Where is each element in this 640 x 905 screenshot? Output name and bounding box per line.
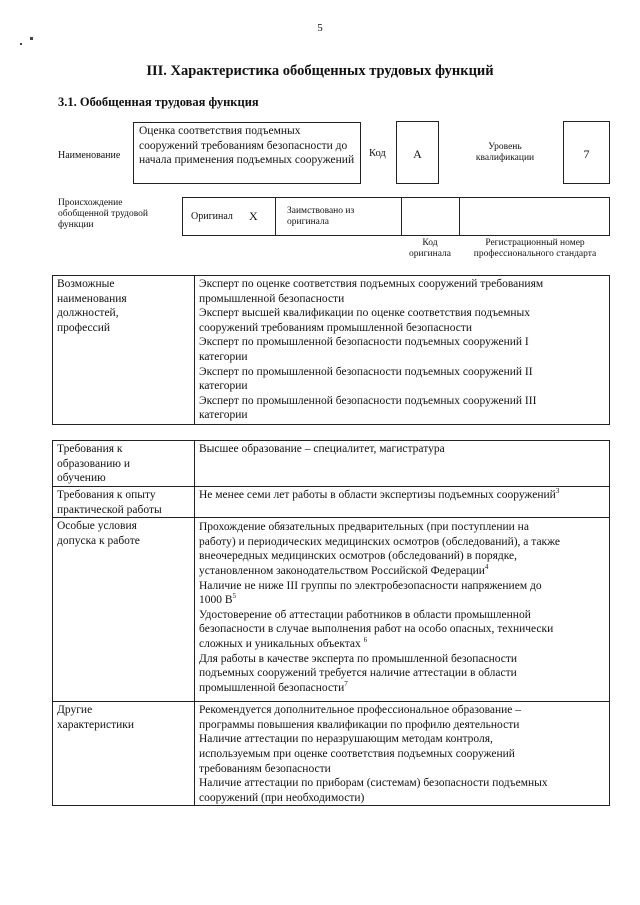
other-line: используемым при оценке соответствия подъемных сооружений (199, 747, 515, 760)
gtf-name-value: Оценка соответствия подъемных сооружений требованиям безопасности до начала применения подъемных сооружений (139, 125, 355, 166)
special-line (199, 564, 606, 579)
special-line-text: сложных и уникальных объектах (199, 637, 364, 650)
education-label-line: образованию и (57, 457, 130, 470)
position-line: Эксперт по промышленной безопасности подъемных сооружений II (199, 365, 533, 378)
gtf-name-box (133, 122, 361, 184)
special-line-text: Наличие не ниже III группы по электробезопасности напряжением до (199, 579, 542, 592)
origin-divider (401, 198, 402, 235)
origin-divider (275, 198, 276, 235)
footnote-ref: 3 (555, 487, 560, 496)
other-line: Наличие аттестации по неразрушающим методам контроля, (199, 733, 493, 746)
special-line-text: Для работы в качестве эксперта по промышленной безопасности (199, 652, 518, 665)
table-row (53, 487, 610, 518)
experience-value (195, 487, 610, 518)
positions-label-line: Возможные (57, 278, 115, 290)
positions-table (52, 275, 610, 425)
experience-label (53, 487, 195, 518)
reg-caption-line-1: Регистрационный номер (485, 238, 585, 248)
other-label (53, 702, 195, 806)
special-line (199, 637, 606, 652)
borrowed-label (287, 206, 354, 228)
table-row (53, 518, 610, 702)
reg-number-caption (460, 238, 610, 260)
special-line-text: работу) и периодических медицинских осмотров (обследований), а также (199, 535, 561, 548)
position-line: категории (199, 380, 248, 393)
origin-label-line-3: функции (58, 220, 94, 230)
other-line: программы повышения квалификации по профилю деятельности (199, 718, 520, 731)
borrowed-label-line-1: Заимствовано из (287, 206, 355, 216)
special-line (199, 681, 606, 696)
special-line (199, 666, 606, 681)
special-line-text: 1000 В (199, 594, 233, 607)
subsection-title: 3.1. Обобщенная трудовая функция (58, 95, 259, 109)
special-line (199, 549, 606, 564)
special-line (199, 622, 606, 637)
origin-label-line-1: Происхождение (58, 198, 123, 208)
position-line: Эксперт по промышленной безопасности подъемных сооружений I (199, 336, 529, 349)
origin-table (182, 197, 610, 236)
table-row (53, 441, 610, 487)
special-line-text: внеочередных медицинских осмотров (обследований) в порядке, (199, 550, 518, 563)
education-label (53, 441, 195, 487)
position-line: сооружений требованиям промышленной безопасности (199, 321, 473, 334)
special-line (199, 652, 606, 667)
scan-mark (30, 37, 33, 40)
positions-label-line: наименования (57, 292, 127, 305)
special-line-text: Удостоверение об аттестации работников в области промышленной (199, 608, 531, 621)
requirements-table (52, 440, 610, 806)
special-line (199, 520, 606, 535)
education-value (195, 441, 610, 487)
special-line (199, 579, 606, 594)
position-line: категории (199, 409, 248, 422)
special-line-text: промышленной безопасности (199, 681, 345, 694)
code-value: A (413, 147, 422, 161)
origin-divider (459, 198, 460, 235)
special-line-text: безопасности в случае выполнения работ на особо опасных, технически (199, 623, 554, 636)
positions-label (53, 276, 195, 425)
special-label-line: допуска к работе (57, 534, 140, 547)
code-label: Код (369, 148, 386, 159)
positions-label-line: профессий (57, 321, 111, 334)
special-line-text: Прохождение обязательных предварительных (при поступлении на (199, 521, 529, 534)
other-line: Рекомендуется дополнительное профессиональное образование – (199, 704, 522, 717)
special-line-text: установленном законодательством Российской Федерации (199, 564, 485, 577)
other-value (195, 702, 610, 806)
code-original-caption (400, 238, 460, 260)
special-label (53, 518, 195, 702)
experience-label-line: Требования к опыту (57, 489, 156, 501)
footnote-ref: 7 (344, 679, 348, 688)
footnote-ref: 6 (363, 636, 368, 645)
code-box (396, 121, 439, 184)
position-line: Эксперт по промышленной безопасности подъемных сооружений III (199, 394, 537, 407)
special-value (195, 518, 610, 702)
education-label-line: обучению (57, 472, 106, 485)
table-row (53, 276, 610, 425)
position-line: Эксперт высшей квалификации по оценке соответствия подъемных (199, 307, 531, 320)
other-line: Наличие аттестации по приборам (системам) безопасности подъемных (199, 777, 548, 790)
code-caption-line-1: Код (422, 238, 438, 248)
code-caption-line-2: оригинала (409, 249, 451, 259)
experience-label-line: практической работы (57, 503, 162, 516)
special-line (199, 535, 606, 550)
table-row (53, 702, 610, 806)
level-label (462, 142, 548, 164)
origin-label (58, 198, 148, 231)
special-label-line: Особые условия (57, 520, 137, 533)
scan-mark (20, 43, 22, 45)
position-line: Эксперт по оценке соответствия подъемных сооружений требованиям (199, 278, 544, 290)
origin-label-line-2: обобщенной трудовой (58, 209, 148, 219)
section-title: III. Характеристика обобщенных трудовых функций (146, 63, 494, 79)
footnote-ref: 4 (484, 563, 489, 572)
positions-value (195, 276, 610, 425)
original-mark: X (249, 209, 258, 223)
original-label: Оригинал (191, 211, 233, 222)
experience-text: Не менее семи лет работы в области экспертизы подъемных сооружений (199, 489, 556, 501)
other-line: требованиям безопасности (199, 762, 331, 775)
special-line (199, 593, 606, 608)
footnote-ref: 5 (232, 592, 237, 601)
name-label: Наименование (58, 150, 121, 161)
other-label-line: характеристики (57, 718, 135, 731)
page-number: 5 (317, 22, 323, 34)
positions-label-line: должностей, (57, 307, 119, 320)
other-label-line: Другие (57, 704, 93, 717)
education-label-line: Требования к (57, 443, 123, 455)
education-text: Высшее образование – специалитет, магистратура (199, 443, 445, 455)
special-line-text: подъемных сооружений требуется наличие аттестации в области (199, 667, 517, 680)
reg-caption-line-2: профессионального стандарта (473, 249, 597, 259)
borrowed-label-line-2: оригинала (287, 217, 329, 227)
level-value: 7 (583, 147, 590, 161)
other-line: сооружений (при необходимости) (199, 791, 365, 804)
position-line: промышленной безопасности (199, 292, 345, 305)
level-box (563, 121, 610, 184)
position-line: категории (199, 350, 248, 363)
level-label-line-2: квалификации (475, 153, 535, 163)
special-line (199, 608, 606, 623)
level-label-line-1: Уровень (488, 142, 522, 152)
